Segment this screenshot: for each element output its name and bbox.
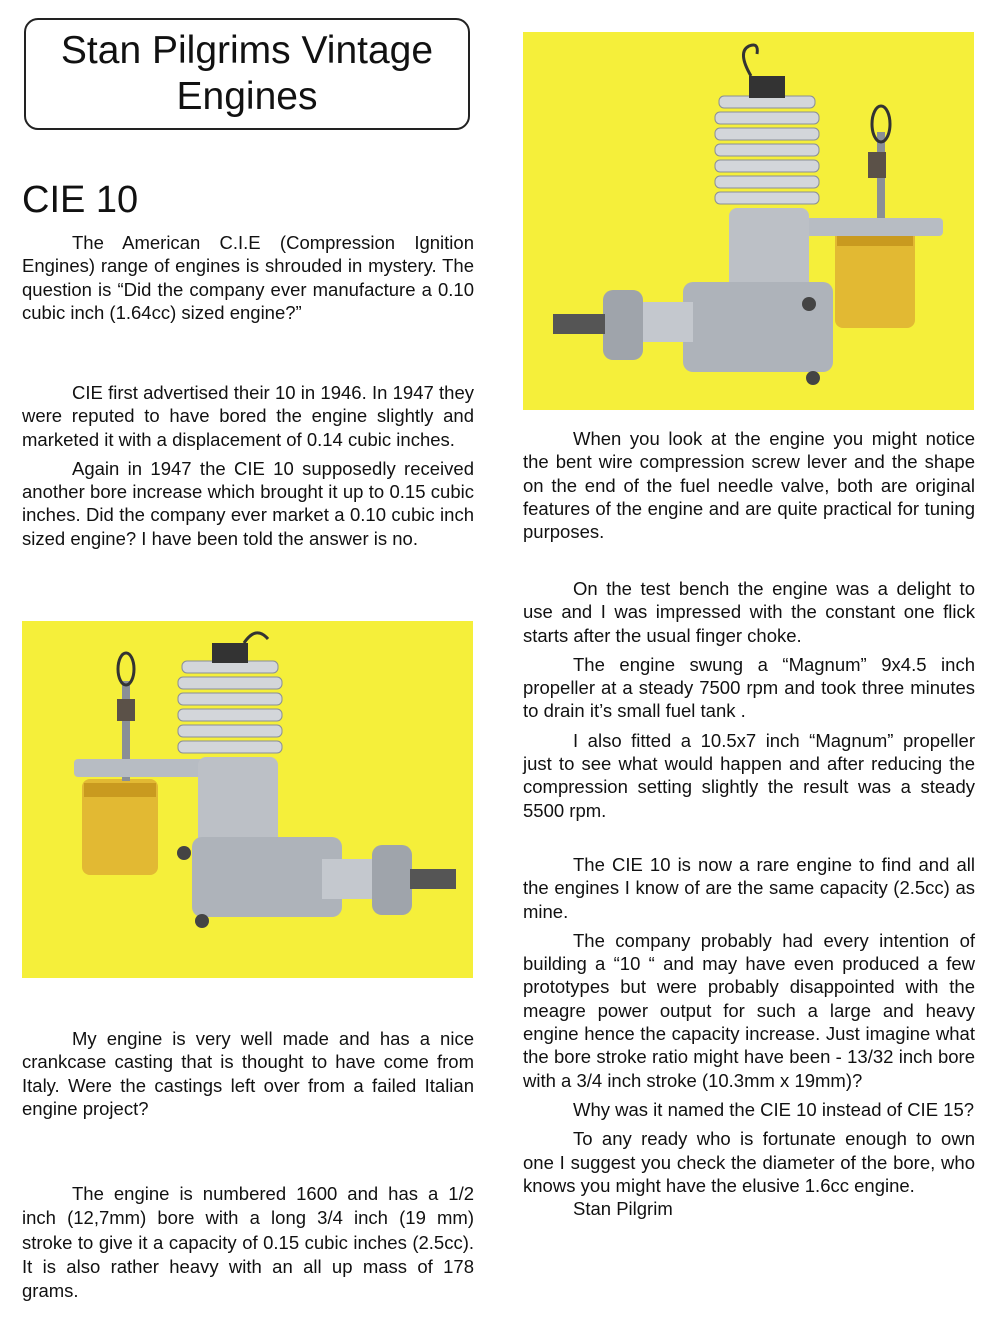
paragraph: CIE first advertised their 10 in 1946. In 1947 they were reputed to have bored the engine slightly and marketed it with a displacement of 0.14 cubic inches. bbox=[22, 382, 474, 450]
paragraph: The engine swung a “Magnum” 9x4.5 inch propeller at a steady 7500 rpm and took three minutes to drain it’s small fuel tank . bbox=[523, 653, 975, 722]
author-signature: Stan Pilgrim bbox=[573, 1198, 673, 1220]
paragraph: To any ready who is fortunate enough to own one I suggest you check the diameter of the bore, who knows you might have the elusive 1.6cc engine. bbox=[523, 1128, 975, 1196]
engine-illustration bbox=[22, 621, 473, 978]
left-casting-block bbox=[22, 1027, 474, 1120]
left-specs-block bbox=[22, 1182, 474, 1303]
paragraph: Why was it named the CIE 10 instead of CIE 15? bbox=[573, 1098, 975, 1120]
engine-photo-right bbox=[523, 32, 974, 410]
engine-photo-left bbox=[22, 621, 473, 978]
paragraph: The American C.I.E (Compression Ignition Engines) range of engines is shrouded in mystery. The question is “Did the company ever manufacture a 0.10 cubic inch (1.64cc) sized engine?” bbox=[22, 232, 474, 323]
engine-illustration bbox=[523, 32, 974, 410]
title-line-1: Stan Pilgrims Vintage bbox=[60, 29, 434, 72]
paragraph: The CIE 10 is now a rare engine to find and all the engines I know of are the same capacity (2.5cc) as mine. bbox=[523, 854, 975, 922]
paragraph: On the test bench the engine was a delight to use and I was impressed with the constant one flick starts after the usual finger choke. bbox=[523, 578, 975, 646]
title-line-2: Engines bbox=[176, 75, 318, 118]
left-intro-block bbox=[22, 231, 474, 324]
paragraph: The engine is numbered 1600 and has a 1/2 inch (12,7mm) bore with a long 3/4 inch (19 mm) stroke to give it a capacity of 0.15 cubic inches (2.5cc). It is also rather heavy with an all up mass of 178 grams. bbox=[22, 1183, 474, 1302]
paragraph: I also fitted a 10.5x7 inch “Magnum” propeller just to see what would happen and after reducing the compression setting slightly the result was a steady 5500 rpm. bbox=[523, 729, 975, 821]
left-history-block bbox=[22, 381, 474, 550]
title-box bbox=[24, 18, 470, 130]
article-heading: CIE 10 bbox=[22, 179, 139, 221]
paragraph: My engine is very well made and has a nice crankcase casting that is thought to have come from Italy. Were the castings left over from a failed Italian engine project? bbox=[22, 1028, 474, 1119]
page-title bbox=[61, 28, 433, 120]
right-features-block bbox=[523, 427, 975, 543]
right-bench-block bbox=[523, 577, 975, 822]
paragraph: When you look at the engine you might notice the bent wire compression screw lever and the shape on the end of the fuel needle valve, both are original features of the engine and are quite practical for tuning purposes. bbox=[523, 428, 975, 543]
paragraph: The company probably had every intention of building a “10 “ and may have even produced a few prototypes but were probably disappointed with the meagre power output for such a large and heavy engine hence the capacity increase. Just imagine what the bore stroke ratio might have been - 13/32 inch bore with a 3/4 inch stroke (10.3mm x 19mm)? bbox=[523, 929, 975, 1091]
paragraph: Again in 1947 the CIE 10 supposedly received another bore increase which brought it up to 0.15 cubic inches. Did the company ever market a 0.10 cubic inch sized engine? I have been told the answer is no. bbox=[22, 457, 474, 549]
right-conclusion-block bbox=[523, 853, 975, 1220]
